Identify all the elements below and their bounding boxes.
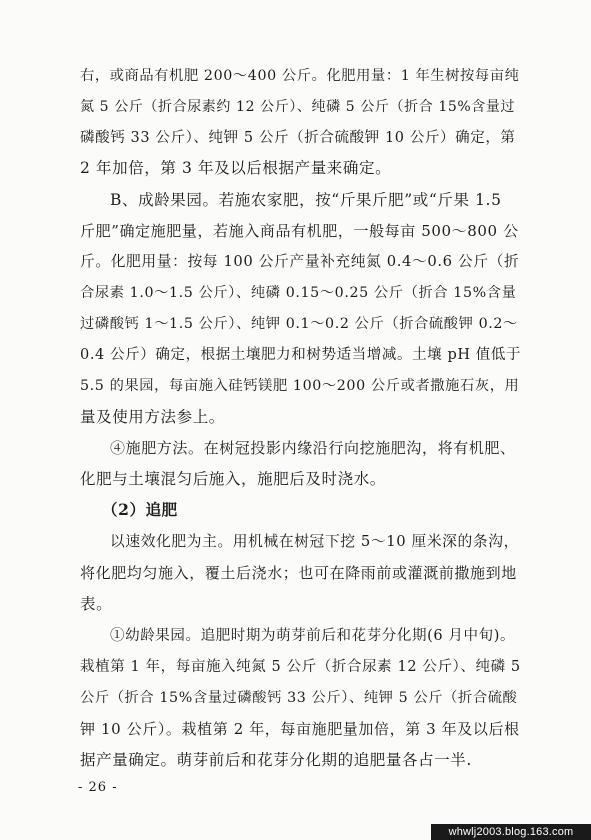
- text-line: 量及使用方法参上。: [80, 408, 225, 426]
- text-line: 钾 10 公斤）。栽植第 2 年，每亩施肥量加倍，第 3 年及以后根: [80, 720, 520, 738]
- text-line: 据产量确定。萌芽前后和花芽分化期的追肥量各占一半.: [80, 751, 472, 769]
- text-line: 公斤（折合 15%含量过磷酸钙 33 公斤）、纯钾 5 公斤（折合硫酸: [80, 690, 518, 706]
- text-line: 表。: [80, 595, 113, 613]
- text-line: B、成龄果园。若施农家肥，按“斤果斤肥”或“斤果 1.5: [110, 191, 502, 209]
- text-line: 合尿素 1.0～1.5 公斤）、纯磷 0.15～0.25 公斤（折合 15%含量: [80, 285, 517, 301]
- text-line: 磷酸钙 33 公斤）、纯钾 5 公斤（折合硫酸钾 10 公斤）确定，第: [80, 130, 516, 146]
- text-line: 斤。化肥用量：按每 100 公斤产量补充纯氮 0.4～0.6 公斤（折: [80, 253, 520, 270]
- text-line: 将化肥均匀施入，覆土后浇水；也可在降雨前或灌溉前撒施到地: [80, 564, 517, 582]
- watermark: whwlj2003.blog.163.com: [431, 824, 591, 840]
- page-number: - 26 -: [78, 780, 118, 795]
- text-line: 0.4 公斤）确定，根据土壤肥力和树势适当增减。土壤 pH 值低于: [80, 347, 522, 363]
- text-line: 斤肥”确定施肥量，若施入商品有机肥，一般每亩 500～800 公: [80, 222, 519, 240]
- text-line: 化肥与土壤混匀后施入，施肥后及时浇水。: [80, 470, 386, 488]
- text-line: 过磷酸钙 1～1.5 公斤）、纯钾 0.1～0.2 公斤（折合硫酸钾 0.2～: [80, 316, 518, 332]
- text-line: 栽植第 1 年，每亩施入纯氮 5 公斤（折合尿素 12 公斤）、纯磷 5: [80, 659, 521, 675]
- text-line: 氮 5 公斤（折合尿素约 12 公斤）、纯磷 5 公斤（折合 15%含量过: [80, 99, 516, 115]
- text-line: 2 年加倍，第 3 年及以后根据产量来确定。: [80, 159, 392, 177]
- text-line: 5.5 的果园，每亩施入硅钙镁肥 100～200 公斤或者撒施石灰，用: [80, 378, 520, 394]
- text-line: 以速效化肥为主。用机械在树冠下挖 5～10 厘米深的条沟，: [110, 533, 519, 550]
- section-heading: （2）追肥: [102, 500, 178, 519]
- text-line: ④施肥方法。在树冠投影内缘沿行向挖施肥沟，将有机肥、: [110, 439, 516, 457]
- text-line: ①幼龄果园。追肥时期为萌芽前后和花芽分化期(6 月中旬)。: [110, 628, 516, 644]
- text-line: 右，或商品有机肥 200～400 公斤。化肥用量：1 年生树按每亩纯: [80, 68, 520, 84]
